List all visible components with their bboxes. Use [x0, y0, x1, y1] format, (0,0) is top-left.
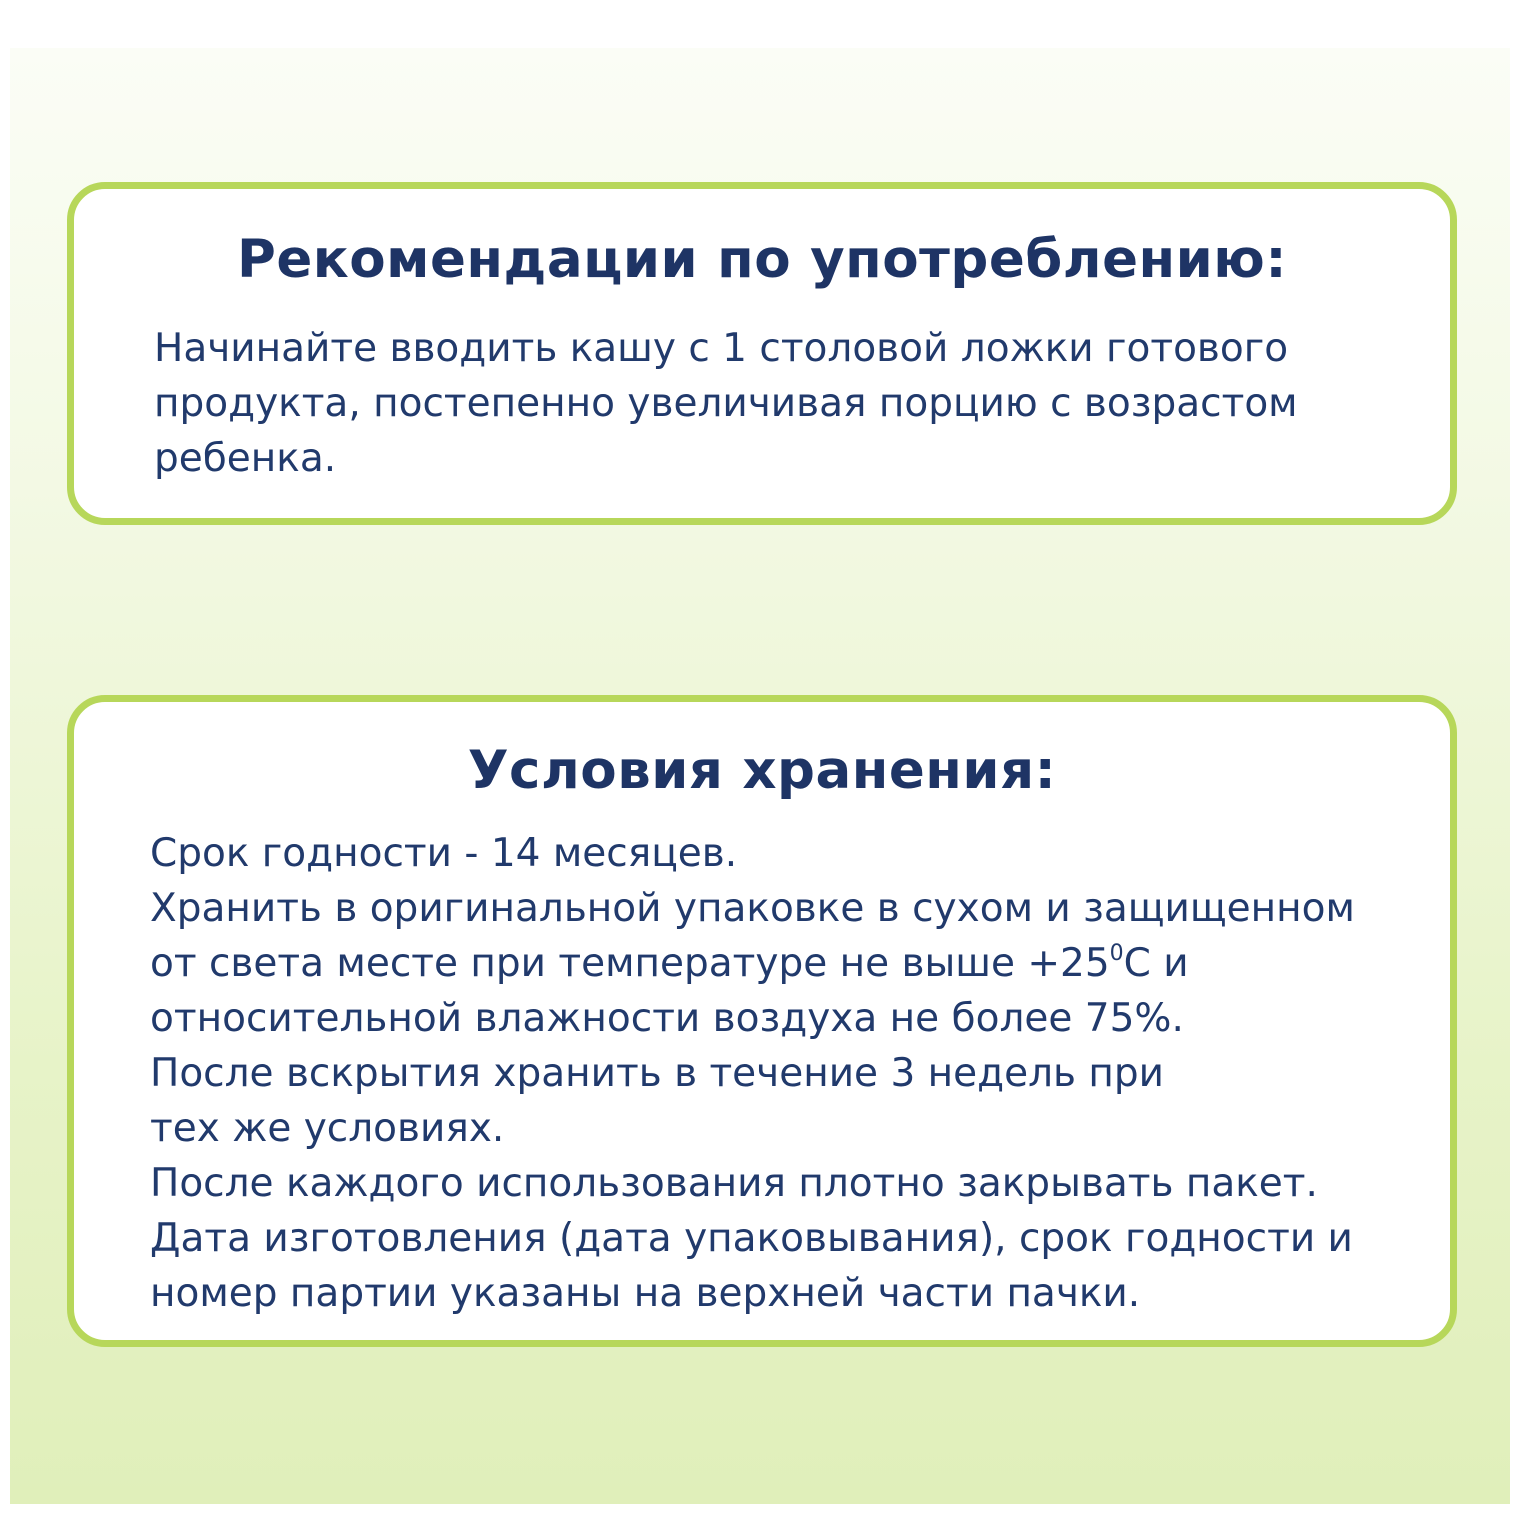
storage-text — [150, 826, 1355, 1321]
usage-title: Рекомендации по употреблению: — [236, 229, 1288, 290]
usage-line: ребенка. — [154, 436, 337, 481]
usage-line: Начинайте вводить кашу с 1 столовой ложки готового — [154, 326, 1289, 371]
storage-line: тех же условиях. — [150, 1106, 505, 1151]
usage-recommendations-card — [67, 182, 1457, 525]
storage-line: Срок годности - 14 месяцев. — [150, 831, 738, 876]
storage-conditions-card — [67, 695, 1457, 1347]
storage-line: После вскрытия хранить в течение 3 недель при — [150, 1051, 1165, 1096]
usage-text — [154, 321, 1298, 486]
storage-line: После каждого использования плотно закрывать пакет. — [150, 1161, 1318, 1206]
storage-line-temperature — [150, 936, 1355, 991]
degree-mark: 0 — [1109, 941, 1124, 966]
storage-line: Дата изготовления (дата упаковывания), срок годности и — [150, 1216, 1353, 1261]
storage-line: относительной влажности воздуха не более 75%. — [150, 996, 1184, 1041]
storage-line: номер партии указаны на верхней части пачки. — [150, 1271, 1141, 1316]
degree-suffix: С и — [1123, 941, 1189, 986]
storage-title: Условия хранения: — [467, 740, 1057, 801]
storage-line: от света месте при температуре не выше +25 — [150, 941, 1110, 986]
storage-line: Хранить в оригинальной упаковке в сухом и защищенном — [150, 886, 1355, 931]
usage-line: продукта, постепенно увеличивая порцию с возрастом — [154, 381, 1298, 426]
